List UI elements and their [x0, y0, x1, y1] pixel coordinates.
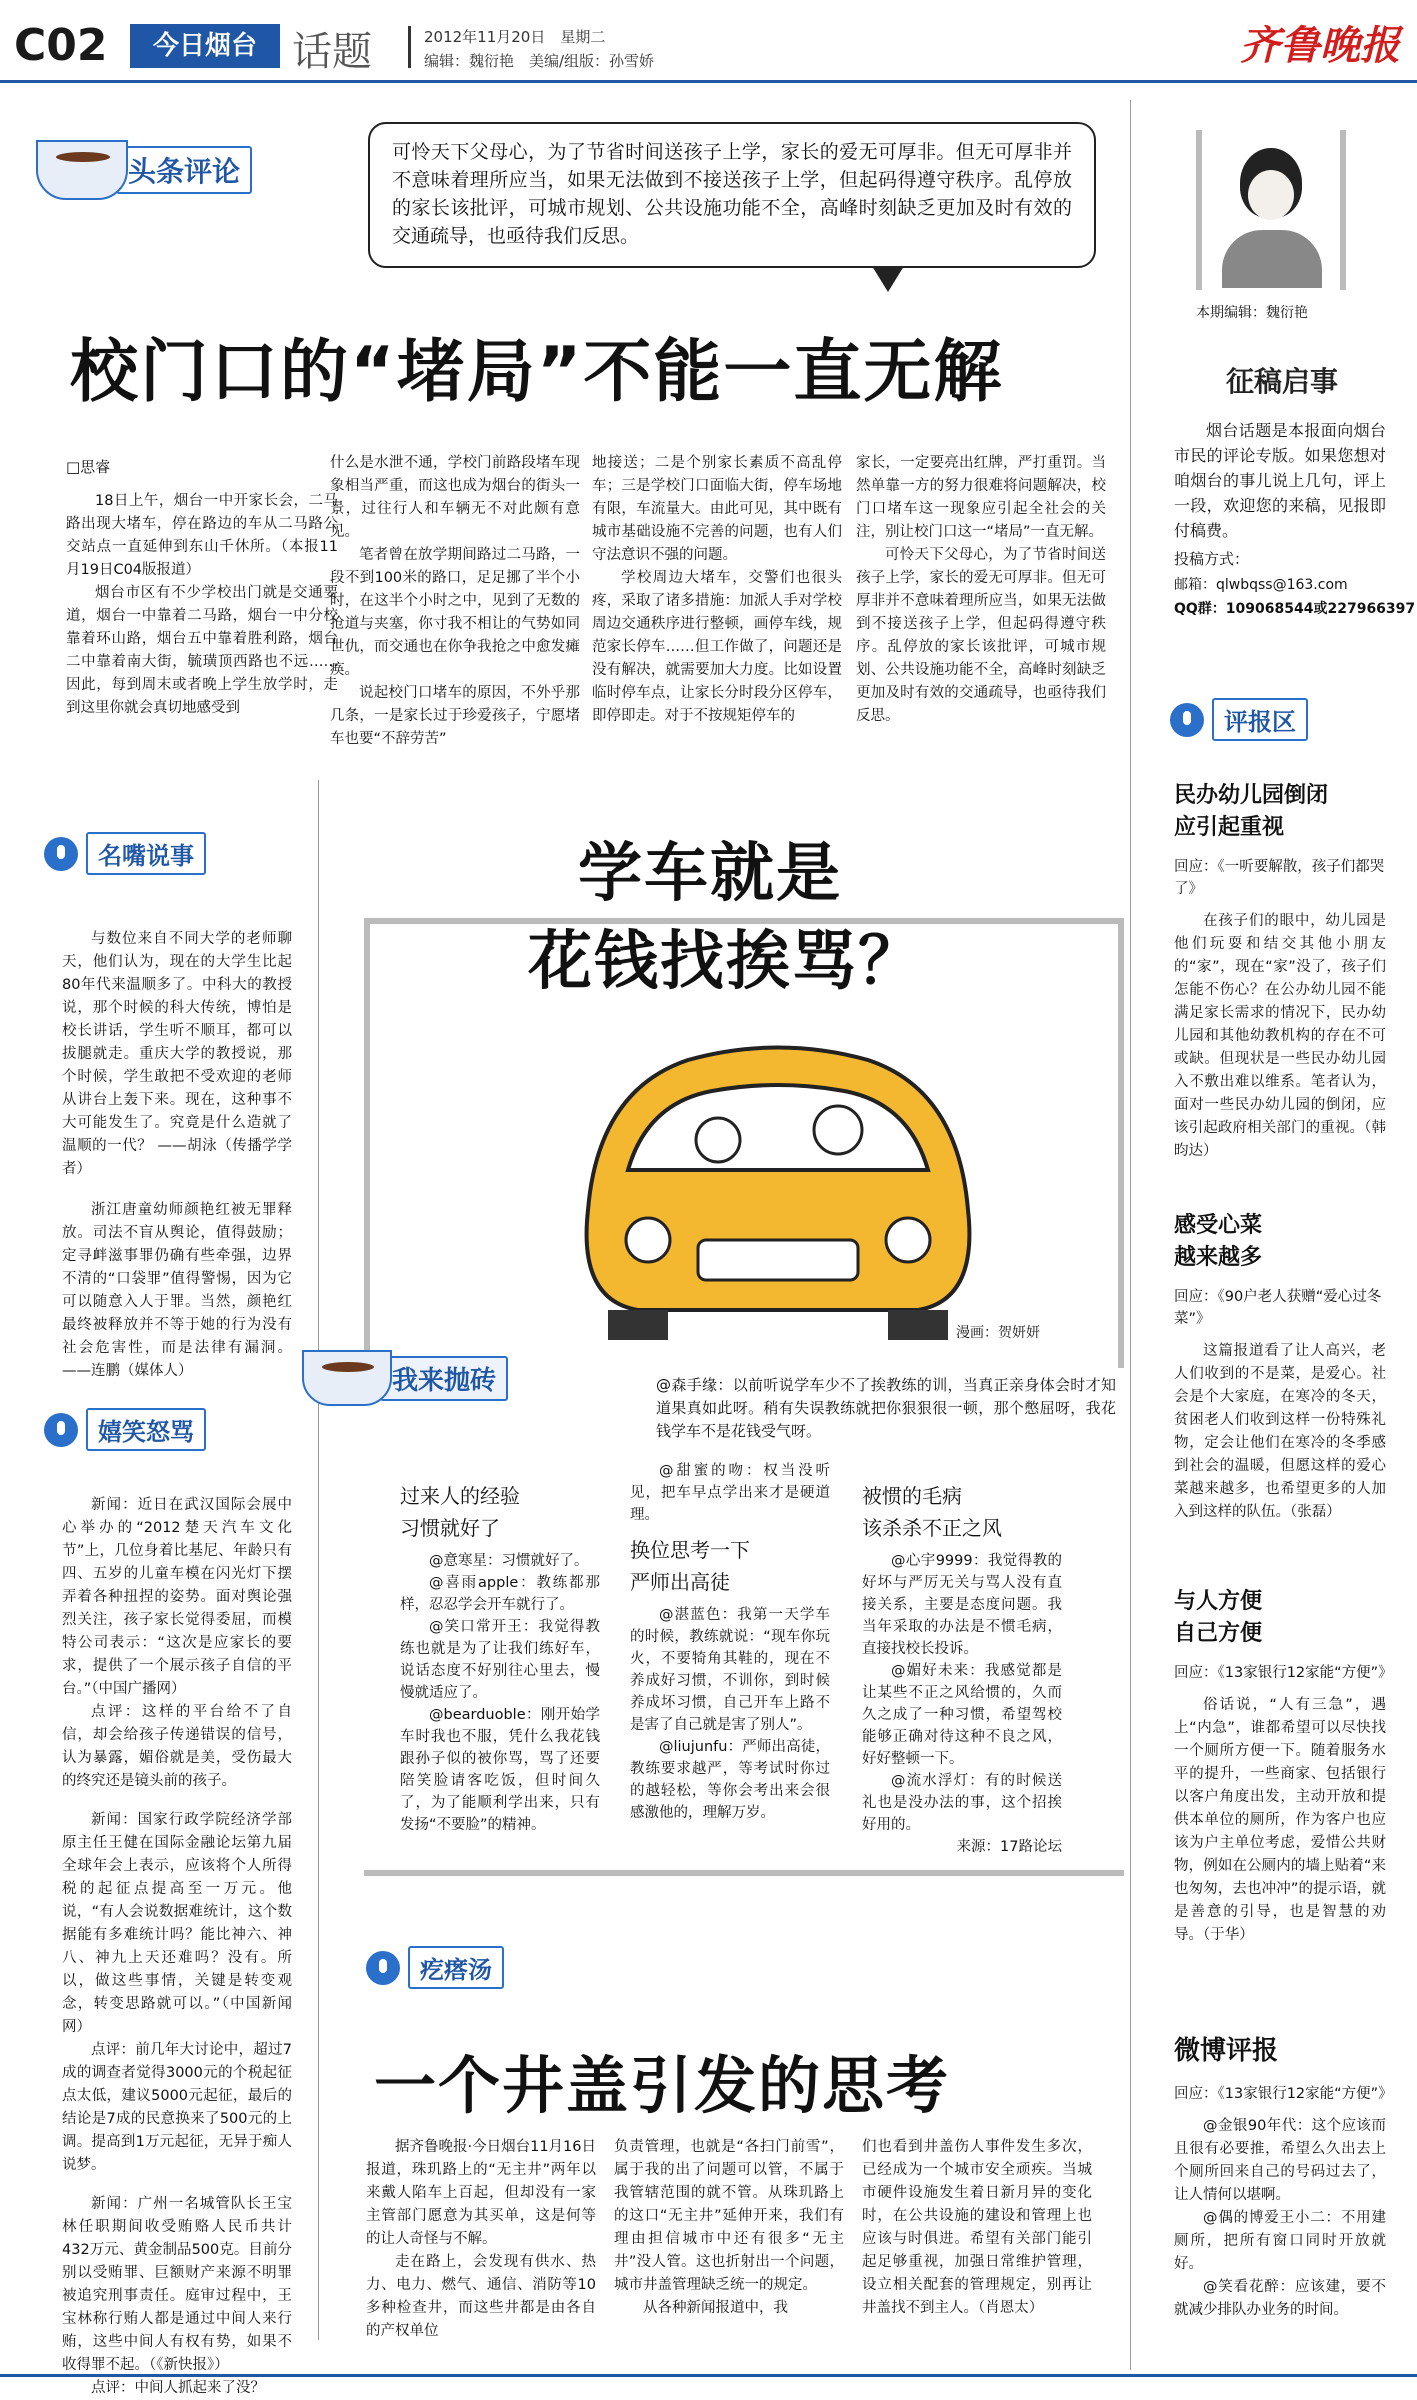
mingzui-label: 名嘴说事	[86, 832, 206, 875]
submission-email[interactable]: 邮箱：qlwbqss@163.com	[1174, 577, 1348, 593]
car-icon	[568, 1010, 988, 1350]
paozhuan-section-label	[302, 1350, 508, 1406]
lead-headline: 校门口的“堵局”不能一直无解	[70, 333, 1004, 412]
mingzui-section-label	[44, 832, 206, 875]
mingzui-body: 与数位来自不同大学的老师聊天，他们认为，现在的大学生比起80年代来温顺多了。中科大的教授说，那个时候的科大传统，博怕是校长讲话，学生听不顺耳，都可以拔腿就走。重庆大学的教授说，那个时候，学生敢把不受欢迎的老师从讲台上轰下来。现在，这种事不大可能发生了。究竟是什么造就了温顺的一代？ ——胡泳（传播学学者） 浙江唐童幼师颜艳红被无罪释放。司法不盲从舆论，值得鼓励；定寻衅滋事罪仍确有些牵强，边界不清的“口袋罪”值得警惕，因为它可以随意入人于罪。当然，颜艳红最终被释放并不等于她的行为没有社会危害性，而是法律有漏洞。——连鹏（媒体人）	[62, 931, 292, 1379]
pingbao-section-label	[1170, 698, 1308, 741]
microphone-icon	[1170, 703, 1204, 737]
paozhuan-column-b: @甜蜜的吻：权当没听见，把车早点学出来才是硬道理。 换位思考一下 严师出高徒 @湛蓝色：我第一天学车的时候，教练就说：“现车你玩火，不要犄角其鞋的，现在不养成好习惯，不训你，到时候养成坏习惯，自己开车上路不是害了自己就是害了别人”。 @liujunfu：严师出高徒，教练要求越严，等考试时你过的越轻松，等你会考出来会很感激他的，理解万岁。	[630, 1463, 830, 1821]
contact-label: 投稿方式：	[1174, 550, 1250, 568]
xixiao-body: 新闻：近日在武汉国际会展中心举办的“2012楚天汽车文化节”上，几位身着比基尼、年龄只有四、五岁的儿童车模在闪光灯下摆弄着各种扭捏的姿势。面对舆论强烈关注，孩子家长觉得委屈，而模特公司表示：“这次是应家长的要求，提供了一个展示孩子自信的平台。”（中国广播网） 点评：这样的平台给不了自信，却会给孩子传递错误的信号，认为暴露，媚俗就是美，受伤最大的终究还是镜头前的孩子。 新闻：国家行政学院经济学部原主任王健在国际金融论坛第九届全球年会上表示，应该将个人所得税的起征点提高至一万元。他说，“有人会说数据难统计，这个数据能有多难统计吗？能比神六、神八、神九上天还难吗？没有。所以，做这些事情，关键是转变观念，转变思路就可以。”（中国新闻网） 点评：前几年大讨论中，超过7成的调查者觉得3000元的个税起征点太低，建议5000元起征，最后的结论是7成的民意换来了500元的上调。提高到1万元起征，无异于痴人说梦。 新闻：广州一名城管队长王宝林任职期间收受贿赂人民币共计432万元、黄金制品500克。目前分别以受贿罪、巨额财产来源不明罪被追究刑事责任。庭审过程中，王宝林称行贿人都是通过中间人来行贿，这些中间人有权有势，如果不收得罪不起。（《新快报》） 点评：中间人抓起来了没？	[62, 1497, 292, 2396]
gedatang-column-3: 们也看到井盖伤人事件发生多次，已经成为一个城市安全顽疾。当城市硬件设施发生着日新月异的变化时，在公共设施的建设和管理上也应该与时俱进。希望有关部门能引起足够重视，加强日常维护管理，设立相关配套的管理规定，别再让井盖找不到主人。（肖恩太）	[862, 2139, 1092, 2316]
call-for-papers-title: 征稿启事	[1226, 365, 1339, 398]
feature-title-line-1: 学车就是	[578, 837, 842, 911]
coffee-cup-icon	[36, 140, 128, 200]
lead-column-4: 家长，一定要亮出红牌，严打重罚。当然单靠一方的努力很难将问题解决，校门口堵车这一现象应引起全社会的关注，别让校门口这一“堵局”一直无解。 可怜天下父母心，为了节省时间送孩子上学，家长的爱无可厚非。但无可厚非并不意味着理所应当，如果无法做到不接送孩子上学，但起码得遵守秩序。乱停放的家长该批评，可城市规划、公共设施功能不全，高峰时刻缺乏更加及时有效的交通疏导，也亟待我们反思。	[856, 455, 1106, 724]
xixiao-section-label	[44, 1408, 206, 1451]
coffee-cup-icon	[302, 1350, 392, 1406]
microphone-icon	[44, 1413, 78, 1447]
page-number: C02	[14, 20, 108, 71]
illustration-credit: 漫画：贺妍妍	[956, 1325, 1040, 1341]
pingbao-item-2: 感受心菜 越来越多 回应：《90户老人获赠“爱心过冬菜”》 这篇报道看了让人高兴，老人们收到的不是菜，是爱心。社会是个大家庭，在寒冷的冬天，贫困老人们收到这样一份特殊礼物，定会让他们在寒冷的冬季感到社会的温暖，但愿这样的爱心菜越来越多，也希望更多的人加入到这样的队伍。（张磊）	[1174, 1213, 1386, 1520]
topic-title: 话题	[292, 29, 372, 75]
lead-quote: 可怜天下父母心，为了节省时间送孩子上学，家长的爱无可厚非。但无可厚非并不意味着理所应当，如果无法做到不接送孩子上学，但起码得遵守秩序。乱停放的家长该批评，可城市规划、公共设施功能不全，高峰时刻缺乏更加及时有效的交通疏导，也亟待我们反思。	[392, 141, 1072, 247]
paozhuan-label: 我来抛砖	[380, 1356, 508, 1401]
car-illustration	[568, 1010, 988, 1350]
weibo-section: 微博评报 回应：《13家银行12家能“方便”》 @金银90年代：这个应该而且很有必要推，希望么久出去上个厕所回来自己的号码过去了，让人情何以堪啊。 @偶的博爱王小二：不用建厕所，把所有窗口同时开放就好。 @笑看花醉：应该建，要不就减少排队办业务的时间。	[1174, 2030, 1386, 2322]
pingbao-label: 评报区	[1212, 698, 1308, 741]
pingbao-item-1: 民办幼儿园倒闭 应引起重视 回应：《一听要解散，孩子们都哭了》 在孩子们的眼中，幼儿园是他们玩耍和结交其他小朋友的“家”，现在“家”没了，孩子们怎能不伤心？在公办幼儿园不能满足家长需求的情况下，民办幼儿园和其他幼教机构的存在不可或缺。但现状是一些民办幼儿园入不敷出难以维系。笔者认为，面对一些民办幼儿园的倒闭，应该引起政府相关部门的重视。（韩昀达）	[1174, 783, 1386, 1159]
gedatang-column-2: 负责管理，也就是“各扫门前雪”，属于我的出了问题可以管，不属于我管辖范围的就不管。从珠玑路上的这口“无主井”延伸开来，我们有理由担信城市中还有很多“无主井”没人管。这也折射出一个问题，城市井盖管理缺乏统一的规定。 从各种新闻报道中，我	[614, 2139, 844, 2316]
paozhuan-column-c: 被惯的毛病 该杀杀不正之风 @心宇9999：我觉得教的好坏与严厉无关与骂人没有直接关系，主要是态度问题。我当年采取的办法是不惯毛病，直接找校长投诉。 @媚好未来：我感觉都是让某些不正之风给惯的，久而久之成了一种习惯，希望驾校能够正确对待这种不良之风，好好整顿一下。 @流水浮灯：有的时候送礼也是没办法的事，这个招挨好用的。 来源：17路论坛	[862, 1480, 1062, 1858]
lead-column-2: 什么是水泄不通，学校门前路段堵车现象相当严重，而这也成为烟台的街头一景，过往行人和车辆无不对此颇有意见。 笔者曾在放学期间路过二马路，一段不到100米的路口，足足挪了半个小时，在这半个小时之中，见到了无数的抢道与夹塞，你寸我不相让的气势如同世仇，而交通也在你争我抢之中愈发瘫痪。 说起校门口堵车的原因，不外乎那几条，一是家长过于珍爱孩子，宁愿堵车也要“不辞劳苦”	[330, 455, 580, 747]
editor-portrait	[1196, 130, 1346, 290]
microphone-icon	[44, 837, 78, 871]
section-tag: 今日烟台	[130, 24, 280, 68]
issue-date: 2012年11月20日 星期二	[424, 28, 606, 46]
page-credits: 编辑：魏衍艳 美编/组版：孙雪娇	[424, 52, 655, 70]
masthead-logo: 齐鲁晚报	[1240, 22, 1400, 69]
lead-quote-bubble	[368, 122, 1096, 268]
call-for-papers-body: 烟台话题是本报面向烟台市民的评论专版。如果您想对咱烟台的事儿说上几句，评上一段，欢迎您的来稿，见报即付稿费。	[1174, 421, 1386, 540]
lead-byline: □思睿	[66, 458, 111, 476]
paozhuan-source: 来源：17路论坛	[956, 1839, 1062, 1855]
paozhuan-column-a: 过来人的经验 习惯就好了 @意寒星：习惯就好了。 @喜雨apple：教练都那样，忍忍学会开车就行了。 @笑口常开王：我觉得教练也就是为了让我们练好车，说话态度不好别往心里去，慢慢就适应了。 @bearduoble：刚开始学车时我也不服，凭什么我花钱跟孙子似的被你骂，骂了还要陪笑脸请客吃饭，但时间久了，为了能顺利学出来，只有发扬“不要脸”的精神。	[400, 1484, 600, 1833]
pingbao-item-3: 与人方便 自己方便 回应：《13家银行12家能“方便”》 俗话说，“人有三急”，遇上“内急”，谁都希望可以尽快找一个厕所方便一下。随着服务水平的提升，一些商家、包括银行以客户角度出发，主动开放和提供本单位的厕所，作为客户也应该为户主单位考虑，爱惜公共财物，例如在公厕内的墙上贴着“来也匆匆，去也冲冲”的提示语，就是善意的引导，也是智慧的劝导。（于华）	[1174, 1589, 1393, 1943]
paozhuan-intro: @森手缘：以前听说学车少不了挨教练的训，当真正亲身体会时才知道果真如此呀。稍有失误教练就把你狠狠很一顿，那个憋屈呀，我花钱学车不是花钱受气呀。	[656, 1376, 1116, 1440]
gedatang-column-1: 据齐鲁晚报·今日烟台11月16日报道，珠玑路上的“无主井”两年以来戴人陷车上百起，但却没有一家主管部门愿意为其买单，这是何等的让人奇怪与不解。 走在路上，会发现有供水、热力、电力、燃气、通信、消防等10多种检查井，而这些井都是由各自的产权单位	[366, 2139, 597, 2339]
xixiao-label: 嬉笑怒骂	[86, 1408, 206, 1451]
page-header	[0, 0, 1417, 82]
lead-column-1: 18日上午，烟台一中开家长会，二马路出现大堵车，停在路边的车从二马路公交站点一直延伸到东山千休所。（本报11月19日C04版报道） 烟台市区有不少学校出门就是交通要道，烟台一中靠着二马路，烟台一中分校靠着环山路，烟台五中靠着胜利路，烟台二中靠着南大街，毓璜顶西路也不远……因此，每到周末或者晚上学生放学时，走到这里你就会真切地感受到	[66, 493, 338, 716]
lead-section-label	[36, 140, 252, 200]
lead-label: 头条评论	[116, 146, 252, 194]
gedatang-section-label	[366, 1946, 504, 1989]
gedatang-headline: 一个井盖引发的思考	[374, 2049, 951, 2122]
weibo-title: 微博评报	[1174, 2036, 1279, 2066]
editor-caption: 本期编辑：魏衍艳	[1196, 305, 1308, 321]
submission-qq: QQ群：109068544或227966397	[1174, 601, 1416, 617]
lead-column-3: 地接送；二是个别家长素质不高乱停车；三是学校门口面临大街，停车场地有限，车流量大。由此可见，其中既有城市基础设施不完善的问题，也有人们守法意识不强的问题。 学校周边大堵车，交警们也很头疼，采取了诸多措施：加派人手对学校周边交通秩序进行整顿，画停车线，规范家长停车……但工作做了，问题还是没有解决，就需要加大力度。比如设置临时停车点，让家长分时段分区停车，即停即走。对于不按规矩停车的	[592, 455, 842, 724]
microphone-icon	[366, 1951, 400, 1985]
gedatang-label: 疙瘩汤	[408, 1946, 504, 1989]
feature-title-line-2: 花钱找挨骂？	[528, 925, 924, 999]
